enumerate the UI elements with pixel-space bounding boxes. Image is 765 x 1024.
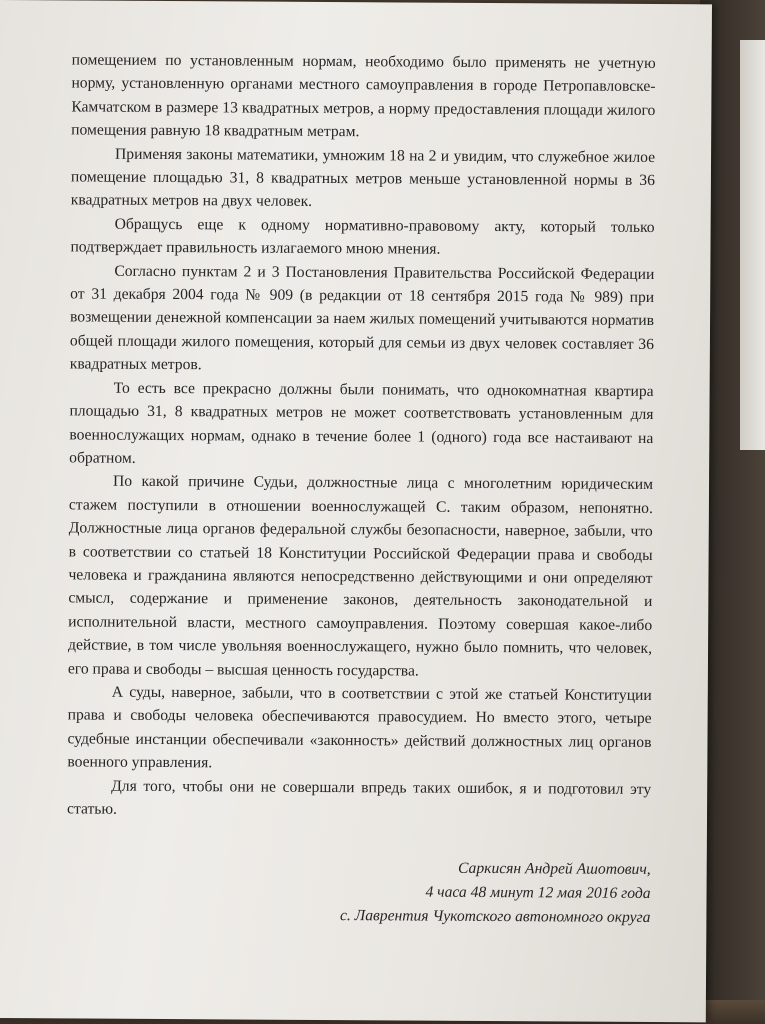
signature-place: с. Лаврентия Чукотского автономного округа — [339, 907, 651, 926]
paragraph: А суды, наверное, забыли, что в соответствии с этой же статьей Конституции права и свободы человека обеспечиваются правосудием. Но вместо этого, четыре судебные инстанции обеспечивали «законность» действий должностных лиц органов военного управления. — [67, 683, 652, 772]
paragraph: Согласно пунктам 2 и 3 Постановления Правительства Российской Федерации от 31 декабря 2004 года № 909 (в редакции от 18 сентября 2015 года № 989) при возмещении денежной компенсации за наем жилых помещений учитываются норматив общей площади жилого помещения, который для семьи из двух человек составляет 36 квадратных метров. — [69, 262, 655, 374]
paragraph: Для того, чтобы они не совершали впредь таких ошибок, я и подготовил эту статью. — [67, 777, 652, 818]
signature-block — [294, 856, 650, 930]
document-body — [67, 48, 656, 824]
paragraph: Обращусь еще к одному нормативно-правовому акту, который только подтверждает правильность излагаемого мною мнения. — [70, 215, 655, 258]
signature-datetime: 4 часа 48 минут 12 мая 2016 года — [425, 883, 651, 902]
background-sheet — [740, 40, 765, 450]
paragraph: По какой причине Судьи, должностные лица с многолетним юридическим стажем поступили в отношении военнослужащей С. таким образом, непонятно. Должностные лица органов федеральной службы безопасности, наверное, забыли, что в соответствии со статьей 18 Конституции Российской Федерации права и свободы человека и гражданина являются непосредственно действующими и они определяют смысл, содержание и применение законов, деятельность законодательной и исполнительной власти, местного самоуправления. Поэтому совершая какое-либо действие, в том числе увольняя военнослужащего, нужно было помнить, что человек, его права и свободы – высшая ценность государства. — [67, 473, 654, 680]
paragraph: помещением по установленным нормам, необходимо было применять не учетную норму, установленную органами местного самоуправления в городе Петропавловске-Камчатском в размере 13 квадратных метров, а норму предоставления площади жилого помещения равную 18 квадратным метрам. — [71, 51, 656, 141]
paragraph: То есть все прекрасно должны были понимать, что однокомнатная квартира площадью 31, 8 квадратных метров не может соответствовать установленным для военнослужащих нормам, однако в течение более 1 (одного) года все настаивают на обратном. — [69, 379, 654, 467]
author-name: Саркисян Андрей Ашотович, — [458, 859, 651, 878]
paragraph: Применяя законы математики, умножим 18 на 2 и увидим, что служебное жилое помещение площадью 31, 8 квадратных метров меньше установленной нормы в 36 квадратных метров на двух человек. — [70, 145, 656, 211]
